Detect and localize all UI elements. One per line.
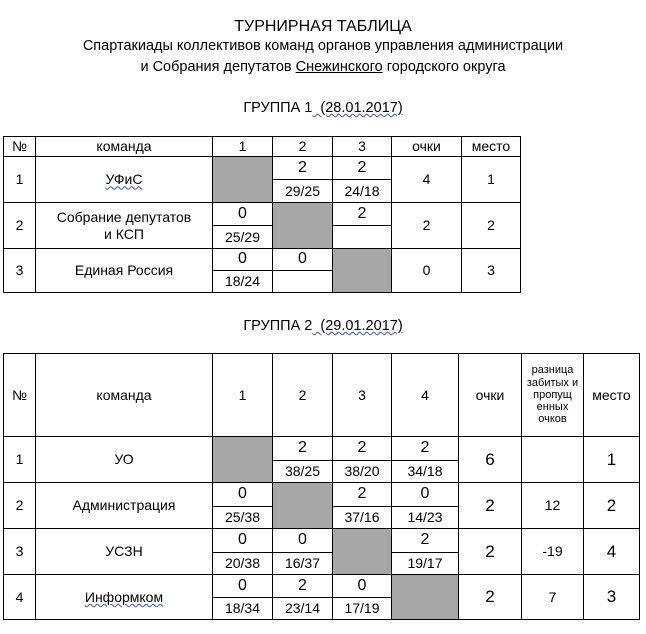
match-score: 29/25 xyxy=(272,179,333,203)
match-result: 2 xyxy=(332,436,392,461)
team-name xyxy=(35,156,213,203)
team-name: Собрание депутатов и КСП xyxy=(35,202,213,249)
match-result: 0 xyxy=(212,248,273,271)
team-name: Единая Россия xyxy=(35,248,213,293)
match-result: 2 xyxy=(332,156,392,180)
header-points: очки xyxy=(458,353,522,437)
points: 2 xyxy=(458,574,522,620)
match-score: 17/19 xyxy=(332,597,392,620)
team-name: УО xyxy=(35,436,213,483)
group1-label-date: (28.01.2017) xyxy=(312,100,403,116)
group2-label-date: (29.01.2017) xyxy=(312,318,403,334)
group2-label-name: ГРУППА 2 xyxy=(243,318,313,334)
match-result: 0 xyxy=(212,202,273,226)
match-result: 0 xyxy=(212,574,273,598)
header-points: очки xyxy=(391,136,462,157)
team-name: Администрация xyxy=(35,482,213,529)
match-score: 18/24 xyxy=(212,270,273,293)
match-score: 25/29 xyxy=(212,225,273,249)
subtitle-part: и Собрания депутатов xyxy=(140,59,296,75)
match-result: 0 xyxy=(391,482,459,507)
place: 2 xyxy=(461,202,521,249)
match-result: 2 xyxy=(272,436,333,461)
diff: -19 xyxy=(521,528,584,575)
header-place: место xyxy=(583,353,640,437)
header-col3: 3 xyxy=(332,353,392,437)
match-score: 19/17 xyxy=(391,552,459,575)
header-col4: 4 xyxy=(391,353,459,437)
place: 1 xyxy=(461,156,521,203)
team-name-text: Информком xyxy=(84,588,164,605)
match-result: 0 xyxy=(332,574,392,598)
header-col1: 1 xyxy=(212,353,273,437)
header-place: место xyxy=(461,136,521,157)
match-result: 2 xyxy=(272,574,333,598)
self-cell xyxy=(212,436,273,483)
points: 2 xyxy=(391,202,462,249)
header-num: № xyxy=(3,136,36,157)
match-score xyxy=(332,225,392,249)
place: 4 xyxy=(583,528,640,575)
diff: 12 xyxy=(521,482,584,529)
self-cell xyxy=(391,574,459,620)
row-num: 2 xyxy=(3,202,36,249)
row-num: 2 xyxy=(3,482,36,529)
points: 6 xyxy=(458,436,522,483)
match-score: 14/23 xyxy=(391,506,459,529)
match-result: 0 xyxy=(272,248,333,271)
match-result: 2 xyxy=(332,202,392,226)
self-cell xyxy=(332,528,392,575)
place: 3 xyxy=(583,574,640,620)
group2-label xyxy=(0,318,646,334)
header-col2: 2 xyxy=(272,353,333,437)
place: 2 xyxy=(583,482,640,529)
points: 0 xyxy=(391,248,462,293)
row-num: 1 xyxy=(3,436,36,483)
match-score: 24/18 xyxy=(332,179,392,203)
match-score: 18/34 xyxy=(212,597,273,620)
group1-label-name: ГРУППА 1 xyxy=(243,100,313,116)
header-diff: разница забитых и пропущ енных очков xyxy=(521,353,584,437)
page-subtitle-line2 xyxy=(0,59,646,75)
header-col2: 2 xyxy=(272,136,333,157)
match-score xyxy=(272,270,333,293)
header-num: № xyxy=(3,353,36,437)
self-cell xyxy=(272,482,333,529)
match-result: 2 xyxy=(272,156,333,180)
match-result: 0 xyxy=(272,528,333,553)
team-name: УСЗН xyxy=(35,528,213,575)
page-title: ТУРНИРНАЯ ТАБЛИЦА xyxy=(234,18,412,35)
match-result: 0 xyxy=(212,482,273,507)
match-score: 20/38 xyxy=(212,552,273,575)
place: 3 xyxy=(461,248,521,293)
match-result: 2 xyxy=(391,436,459,461)
match-score: 38/25 xyxy=(272,460,333,483)
match-result: 2 xyxy=(391,528,459,553)
header-col3: 3 xyxy=(332,136,392,157)
self-cell xyxy=(332,248,392,293)
page-subtitle-line1: Спартакиады коллективов команд органов управления администрации xyxy=(82,38,564,54)
header-team: команда xyxy=(35,353,213,437)
row-num: 3 xyxy=(3,528,36,575)
team-name xyxy=(35,574,213,620)
self-cell xyxy=(272,202,333,249)
match-score: 16/37 xyxy=(272,552,333,575)
points: 2 xyxy=(458,528,522,575)
match-result: 2 xyxy=(332,482,392,507)
match-result: 0 xyxy=(212,528,273,553)
diff xyxy=(521,436,584,483)
points: 2 xyxy=(458,482,522,529)
match-score: 34/18 xyxy=(391,460,459,483)
match-score: 25/38 xyxy=(212,506,273,529)
header-team: команда xyxy=(35,136,213,157)
header-col1: 1 xyxy=(212,136,273,157)
self-cell xyxy=(212,156,273,203)
match-score: 23/14 xyxy=(272,597,333,620)
points: 4 xyxy=(391,156,462,203)
group1-label xyxy=(0,100,646,116)
diff: 7 xyxy=(521,574,584,620)
row-num: 1 xyxy=(3,156,36,203)
row-num: 4 xyxy=(3,574,36,620)
place: 1 xyxy=(583,436,640,483)
match-score: 38/20 xyxy=(332,460,392,483)
subtitle-part: городского округа xyxy=(382,59,506,75)
row-num: 3 xyxy=(3,248,36,293)
match-score: 37/16 xyxy=(332,506,392,529)
subtitle-city: Снежинского xyxy=(295,59,383,75)
team-name-text: УФиС xyxy=(105,171,143,188)
